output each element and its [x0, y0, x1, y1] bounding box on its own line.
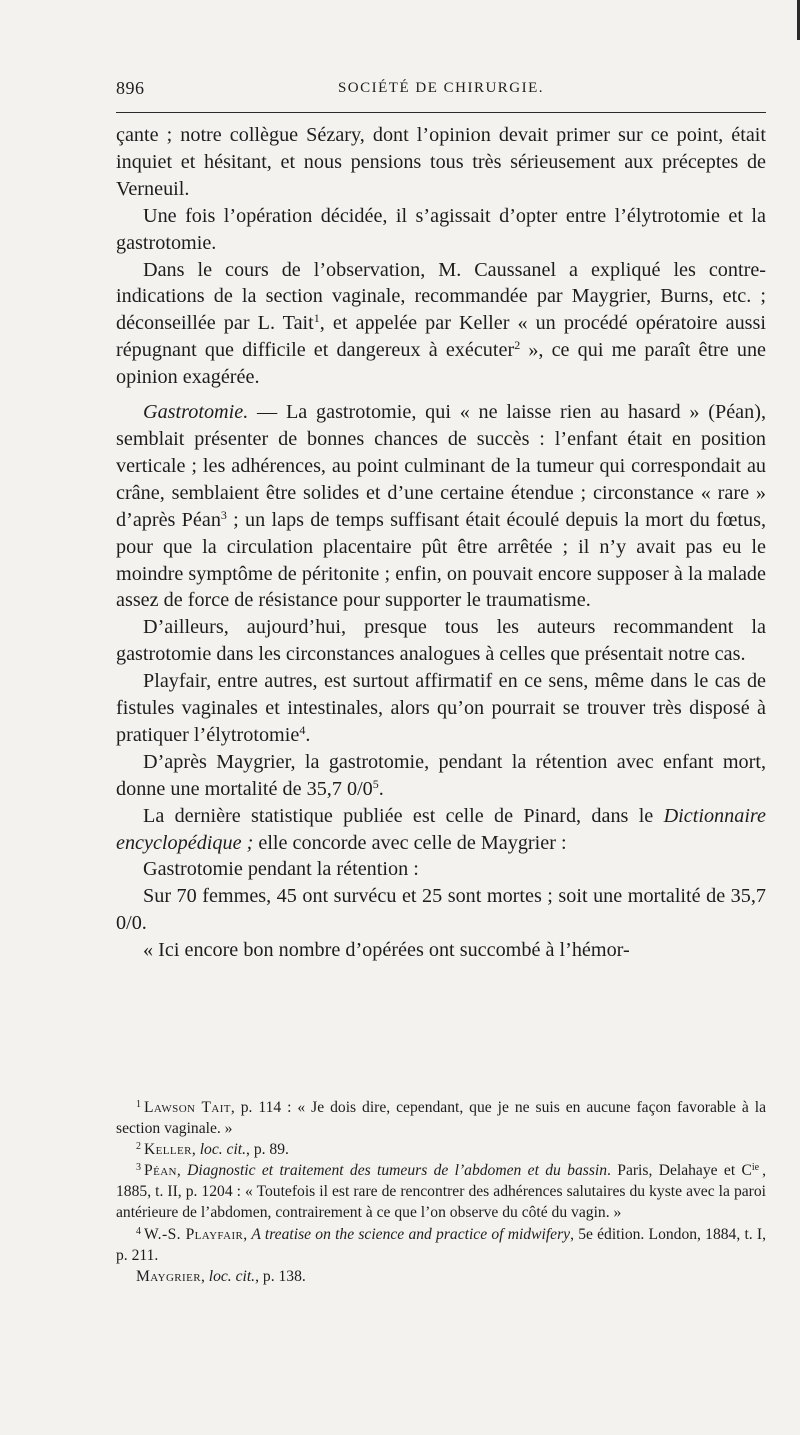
footnote-3-number: 3	[136, 1162, 141, 1174]
page-number: 896	[116, 78, 145, 98]
paragraph-4-text-b: ; un laps de temps suffisant était écoulé depuis la mort du fœtus, pour que la circulation placentaire pût être arrêtée ; il n’y avait pas eu le moindre symptôme de péritonite ; enfin, on pouvait encore supposer à la malade assez de force de résistance pour supporter le traumatisme.	[116, 508, 766, 612]
footnote-2-author: Keller	[144, 1141, 192, 1159]
page-header	[116, 78, 766, 102]
footnote-5-author: Maygrier	[136, 1267, 201, 1285]
paragraph-1	[116, 122, 766, 203]
paragraph-7-text-a: D’après Maygrier, la gastrotomie, pendant la rétention avec enfant mort, donne une mortalité de 35,7 0/0	[116, 750, 766, 800]
footnote-4-number: 4	[136, 1225, 141, 1237]
footnote-1-author: Lawson Tait	[144, 1099, 231, 1116]
paragraph-3-text-c: », ce qui me paraît être une opinion exagérée.	[116, 339, 767, 389]
paragraph-1-text: çante ; notre collègue Sézary, dont l’opinion devait primer sur ce point, était inquiet et hésitant, et nous pensions tous très sérieusement aux préceptes de Verneuil.	[116, 124, 766, 200]
paragraph-11	[116, 937, 766, 964]
footnote-1	[116, 1097, 766, 1139]
paragraph-10-text: Sur 70 femmes, 45 ont survécu et 25 sont mortes ; soit une mortalité de 35,7 0/0.	[116, 885, 766, 935]
paragraph-9	[116, 856, 766, 883]
dictionary-title: Dictionnaire encyclopédique ;	[116, 804, 766, 854]
footnote-1-text: , p. 114 : « Je dois dire, cependant, que je ne suis en aucune façon favorable à la section vaginale. »	[116, 1099, 766, 1138]
footnote-ref-1: 1	[313, 311, 320, 326]
body-text	[116, 122, 766, 964]
paragraph-10	[116, 883, 766, 937]
footnote-ref-3: 3	[220, 507, 227, 522]
footnote-ref-5: 5	[372, 776, 379, 791]
paragraph-11-text: « Ici encore bon nombre d’opérées ont succombé à l’hémor-	[143, 939, 630, 962]
paragraph-8-text-a: La dernière statistique publiée est celle de Pinard, dans le	[143, 804, 664, 827]
paragraph-8	[116, 803, 766, 857]
paragraph-4-text-a: — La gastrotomie, qui « ne laisse rien au hasard » (Péan), semblait présenter de bonnes chances de succès : l’enfant était en position verticale ; les adhérences, au point culminant de la tumeur qui correspondait au crâne, semblaient être solides et d’une certaine étendue ; circonstance « rare » d’après Péan	[116, 401, 766, 531]
paragraph-6-text-a: Playfair, entre autres, est surtout affirmatif en ce sens, même dans le cas de fistules vaginales et intestinales, alors qu’on pourrait se trouver très disposé à pratiquer l’élytrotomie	[116, 670, 766, 746]
paragraph-6	[116, 668, 766, 749]
paragraph-5	[116, 614, 766, 668]
paragraph-5-text: D’ailleurs, aujourd’hui, presque tous les auteurs recommandent la gastrotomie dans les circonstances analogues à celles que présentait notre cas.	[116, 616, 766, 666]
paragraph-3-text-b: , et appelée par Keller « un procédé opératoire aussi répugnant que difficile et dangereux à exécuter	[116, 312, 766, 362]
footnote-4-text: , 5e édition. London, 1884, t. I, p. 211.	[116, 1225, 767, 1264]
footnote-5-text: , p. 138.	[255, 1267, 306, 1285]
section-title-gastrotomie: Gastrotomie.	[143, 401, 249, 424]
footnote-ref-2: 2	[514, 338, 521, 353]
footnote-4-author: W.-S. Playfair	[144, 1225, 244, 1243]
footnote-3-author: Péan	[144, 1162, 177, 1180]
paragraph-3	[116, 257, 766, 392]
footnote-2-text: , p. 89.	[246, 1141, 289, 1159]
footnote-3: $^3$ Péan, Diagnostic et traitement des tumeurs de l’abdomen et du bassin. Paris, Delahaye et C$^{ie}$ , 1885, t. II, p. 1204 : « Toutefois il est rare de rencontrer des adhérences salutaires du kyste avec la paroi antérieure de l’abdomen, contrairement à ce que l’on observe du côté du vagin. »	[116, 1162, 767, 1222]
footnote-4-title: A treatise on the science and practice of midwifery	[251, 1225, 571, 1243]
paragraph-7	[116, 749, 766, 803]
header-rule	[116, 112, 766, 113]
footnote-2-ref: loc. cit.	[199, 1141, 247, 1159]
footnotes	[116, 1097, 766, 1287]
footnote-3-superscript: ie	[751, 1162, 760, 1174]
footnote-3-title: Diagnostic et traitement des tumeurs de l’abdomen et du bassin	[187, 1162, 608, 1180]
footnote-5: Maygrier, loc. cit., p. 138.	[136, 1267, 306, 1285]
footnote-3-text-b: , 1885, t. II, p. 1204 : « Toutefois il est rare de rencontrer des adhérences salutaires du kyste avec la paroi antérieure de l’abdomen, contrairement à ce que l’on observe du côté du vagin. »	[116, 1162, 767, 1222]
footnote-1-number: 1	[136, 1099, 141, 1110]
footnote-ref-4: 4	[299, 722, 306, 737]
paragraph-8-text-b: elle concorde avec celle de Maygrier :	[253, 831, 567, 854]
paragraph-2-text: Une fois l’opération décidée, il s’agissait d’opter entre l’élytrotomie et la gastrotomie.	[116, 204, 766, 254]
paragraph-9-text: Gastrotomie pendant la rétention :	[143, 858, 419, 881]
footnote-5-ref: loc. cit.	[208, 1267, 256, 1285]
paragraph-6-text-b: .	[305, 723, 311, 746]
footnote-3-text-a: . Paris, Delahaye et C	[607, 1162, 752, 1180]
paragraph-3-text-a: Dans le cours de l’observation, M. Caussanel a expliqué les contre-indications de la section vaginale, recommandée par Maygrier, Burns, etc. ; déconseillée par L. Tait	[116, 258, 766, 335]
paragraph-7-text-b: .	[378, 777, 384, 800]
footnote-2-number: 2	[136, 1141, 141, 1153]
footnote-4: $^4$ W.-S. Playfair, A treatise on the science and practice of midwifery, 5e édition. London, 1884, t. I, p. 211.	[116, 1225, 767, 1264]
paragraph-2	[116, 203, 766, 257]
paragraph-4	[116, 399, 766, 614]
running-head: SOCIÉTÉ DE CHIRURGIE.	[337, 80, 545, 96]
footnote-2: $^2$ Keller, loc. cit., p. 89.	[136, 1141, 289, 1159]
